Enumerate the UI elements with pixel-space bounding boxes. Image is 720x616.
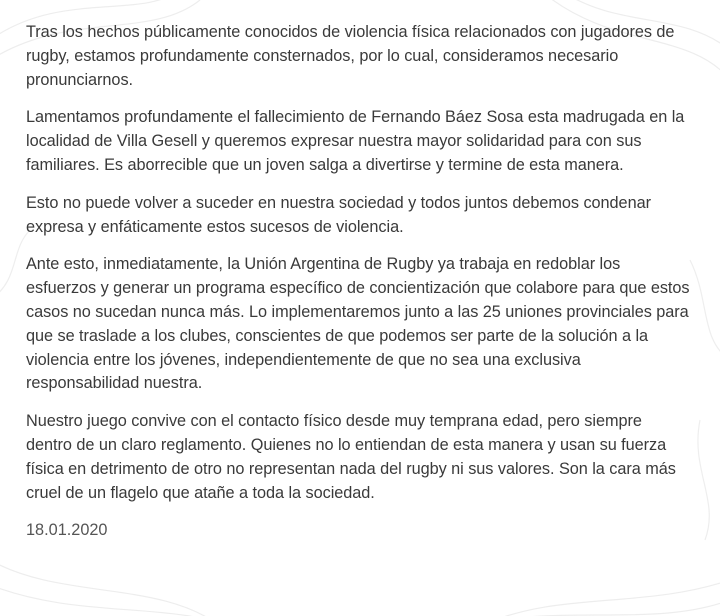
statement-paragraph-1: Tras los hechos públicamente conocidos de violencia física relacionados con jugadores de rugby, estamos profundamente consternados, por lo cual, consideramos necesario pronunciarnos.: [26, 23, 675, 89]
statement-paragraph-4: Ante esto, inmediatamente, la Unión Argentina de Rugby ya trabaja en redoblar los esfuerzos y generar un programa específico de concientización que colabore para que estos casos no sucedan nunca más. Lo implementaremos junto a las 25 uniones provinciales para que se traslade a los clubes, conscientes de que podemos ser parte de la solución a la violencia entre los jóvenes, independientemente de que no sea una exclusiva responsabilidad nuestra.: [26, 255, 690, 393]
statement-paragraph-2: Lamentamos profundamente el fallecimiento de Fernando Báez Sosa esta madrugada en la localidad de Villa Gesell y queremos expresar nuestra mayor solidaridad para con sus familiares. Es aborrecible que un joven salga a divertirse y termine de esta manera.: [26, 108, 685, 174]
statement-paragraph-3: Esto no puede volver a suceder en nuestra sociedad y todos juntos debemos condenar expresa y enfáticamente estos sucesos de violencia.: [26, 193, 651, 236]
statement-paragraph-5: Nuestro juego convive con el contacto físico desde muy temprana edad, pero siempre dentro de un claro reglamento. Quienes no lo entiendan de esta manera y usan su fuerza física en detrimento de otro no representan nada del rugby ni sus valores. Son la cara más cruel de un flagelo que atañe a toda la sociedad.: [26, 412, 676, 502]
statement-date: 18.01.2020: [26, 521, 108, 540]
